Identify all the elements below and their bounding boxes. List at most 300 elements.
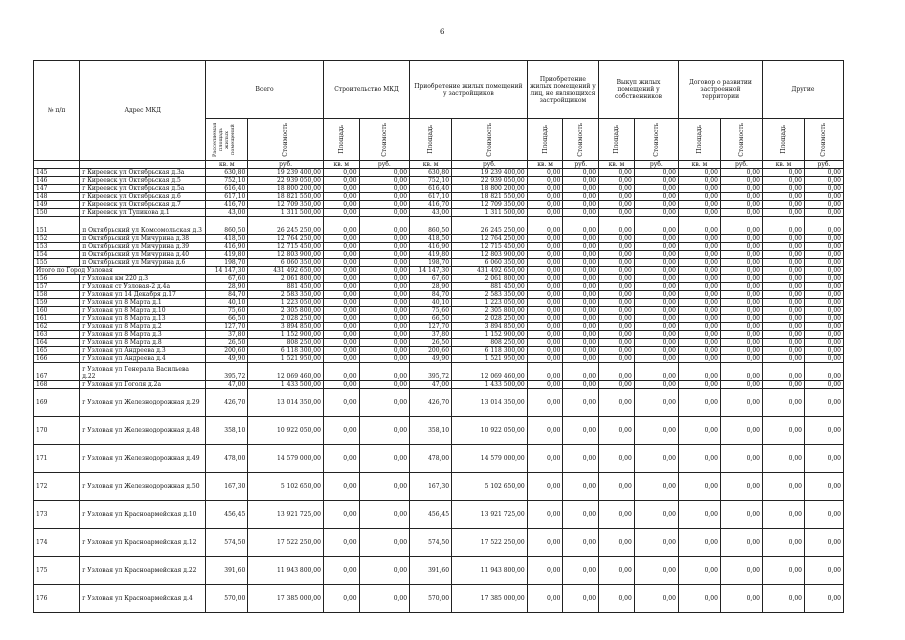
row-address: г Узловая км 220 д.3 bbox=[80, 275, 206, 283]
row-value: 1 152 900,00 bbox=[452, 331, 528, 339]
table-row bbox=[34, 275, 844, 283]
table-row bbox=[34, 445, 844, 473]
row-value: 22 939 050,00 bbox=[248, 177, 324, 185]
row-value: 0,00 bbox=[762, 243, 804, 251]
row-value: 0,00 bbox=[359, 193, 409, 201]
row-value: 0,00 bbox=[634, 201, 678, 209]
row-value: 26 245 250,00 bbox=[452, 217, 528, 235]
row-value: 0,00 bbox=[762, 323, 804, 331]
row-value: 0,00 bbox=[359, 339, 409, 347]
row-value: 0,00 bbox=[634, 363, 678, 381]
row-value: 0,00 bbox=[527, 185, 563, 193]
row-value: 0,00 bbox=[599, 347, 635, 355]
row-value: 0,00 bbox=[527, 473, 563, 501]
row-value: 0,00 bbox=[678, 331, 720, 339]
row-value: 0,00 bbox=[678, 473, 720, 501]
row-value: 0,00 bbox=[359, 331, 409, 339]
header-sub-area: Площадь bbox=[337, 125, 345, 154]
row-value: 0,00 bbox=[563, 445, 599, 473]
row-number: 172 bbox=[34, 473, 80, 501]
row-value: 127,70 bbox=[410, 323, 452, 331]
row-value: 18 821 550,00 bbox=[452, 193, 528, 201]
table-row bbox=[34, 355, 844, 363]
row-value: 416,90 bbox=[410, 243, 452, 251]
table-row bbox=[34, 169, 844, 177]
row-value: 13 014 350,00 bbox=[248, 389, 324, 417]
row-value: 0,00 bbox=[599, 291, 635, 299]
row-value: 10 922 050,00 bbox=[248, 417, 324, 445]
row-value: 0,00 bbox=[563, 235, 599, 243]
row-value: 19 239 400,00 bbox=[452, 169, 528, 177]
row-value: 0,00 bbox=[678, 177, 720, 185]
row-number: 159 bbox=[34, 299, 80, 307]
row-value: 37,80 bbox=[206, 331, 248, 339]
row-value: 0,00 bbox=[678, 389, 720, 417]
header-sub-cost: Стоимость bbox=[282, 122, 290, 157]
row-value: 0,00 bbox=[634, 177, 678, 185]
row-value: 0,00 bbox=[804, 445, 843, 473]
row-value: 0,00 bbox=[527, 291, 563, 299]
row-value: 0,00 bbox=[323, 251, 359, 259]
row-address: г Узловая ст Узловая-2 д.4а bbox=[80, 283, 206, 291]
row-number: 168 bbox=[34, 381, 80, 389]
row-value: 11 943 800,00 bbox=[248, 557, 324, 585]
row-value: 0,00 bbox=[359, 585, 409, 613]
row-address: г Узловая ул Красноармейская д.10 bbox=[80, 501, 206, 529]
unit-cell: кв. м bbox=[527, 161, 563, 169]
row-address: г Узловая ул Андреева д.3 bbox=[80, 347, 206, 355]
row-value: 0,00 bbox=[720, 235, 762, 243]
table-row bbox=[34, 529, 844, 557]
row-value: 0,00 bbox=[563, 389, 599, 417]
row-value: 0,00 bbox=[762, 363, 804, 381]
row-value: 0,00 bbox=[527, 331, 563, 339]
row-value: 12 764 250,00 bbox=[248, 235, 324, 243]
table-row bbox=[34, 217, 844, 235]
row-value: 0,00 bbox=[762, 331, 804, 339]
row-value: 0,00 bbox=[563, 251, 599, 259]
row-value: 0,00 bbox=[720, 445, 762, 473]
row-value: 0,00 bbox=[563, 275, 599, 283]
row-value: 0,00 bbox=[762, 417, 804, 445]
row-value: 0,00 bbox=[720, 299, 762, 307]
row-value: 0,00 bbox=[599, 193, 635, 201]
row-value: 12 069 460,00 bbox=[452, 363, 528, 381]
row-number: 162 bbox=[34, 323, 80, 331]
row-value: 66,50 bbox=[206, 315, 248, 323]
row-value: 0,00 bbox=[762, 259, 804, 267]
table-row bbox=[34, 315, 844, 323]
row-value: 0,00 bbox=[323, 315, 359, 323]
row-value: 0,00 bbox=[678, 275, 720, 283]
row-value: 617,10 bbox=[410, 193, 452, 201]
row-value: 0,00 bbox=[804, 291, 843, 299]
row-value: 0,00 bbox=[323, 275, 359, 283]
row-address: г Киреевск ул Октябрьская д.6 bbox=[80, 193, 206, 201]
row-value: 0,00 bbox=[634, 355, 678, 363]
row-value: 0,00 bbox=[359, 177, 409, 185]
row-value: 0,00 bbox=[678, 381, 720, 389]
row-value: 0,00 bbox=[804, 299, 843, 307]
row-value: 0,00 bbox=[720, 323, 762, 331]
row-value: 0,00 bbox=[527, 243, 563, 251]
header-sub-cost: Стоимость bbox=[737, 122, 745, 157]
row-address: г Узловая ул 8 Марта д.2 bbox=[80, 323, 206, 331]
row-value: 0,00 bbox=[599, 283, 635, 291]
row-value: 0,00 bbox=[563, 307, 599, 315]
header-group-non-developer: Приобретение жилых помещений у лиц, не являющихся застройщиком bbox=[527, 61, 598, 119]
row-address: г Киреевск ул Октябрьская д.3а bbox=[80, 169, 206, 177]
row-value: 419,80 bbox=[206, 251, 248, 259]
table-row bbox=[34, 347, 844, 355]
row-value: 0,00 bbox=[804, 315, 843, 323]
row-value: 0,00 bbox=[599, 275, 635, 283]
row-value: 200,60 bbox=[206, 347, 248, 355]
row-value: 0,00 bbox=[634, 307, 678, 315]
row-value: 0,00 bbox=[634, 193, 678, 201]
row-value: 0,00 bbox=[527, 193, 563, 201]
row-value: 0,00 bbox=[323, 585, 359, 613]
row-value: 0,00 bbox=[678, 529, 720, 557]
row-value: 0,00 bbox=[323, 473, 359, 501]
row-value: 0,00 bbox=[720, 557, 762, 585]
row-number: 169 bbox=[34, 389, 80, 417]
row-value: 0,00 bbox=[563, 381, 599, 389]
row-value: 0,00 bbox=[634, 267, 678, 275]
row-address: п Октябрьский ул Мичурина д.6 bbox=[80, 259, 206, 267]
row-value: 0,00 bbox=[720, 315, 762, 323]
table-body bbox=[34, 169, 844, 613]
header-group-other: Другие bbox=[762, 61, 843, 119]
row-address: г Узловая ул Железнодорожная д.29 bbox=[80, 389, 206, 417]
row-value: 0,00 bbox=[678, 417, 720, 445]
row-value: 0,00 bbox=[804, 389, 843, 417]
row-value: 0,00 bbox=[527, 389, 563, 417]
row-number: 149 bbox=[34, 201, 80, 209]
row-value: 0,00 bbox=[678, 299, 720, 307]
row-value: 75,60 bbox=[410, 307, 452, 315]
row-value: 0,00 bbox=[678, 251, 720, 259]
row-value: 0,00 bbox=[634, 445, 678, 473]
row-value: 2 028 250,00 bbox=[452, 315, 528, 323]
row-value: 0,00 bbox=[359, 243, 409, 251]
row-number: 171 bbox=[34, 445, 80, 473]
unit-cell: кв. м bbox=[678, 161, 720, 169]
row-value: 0,00 bbox=[804, 259, 843, 267]
header-sub-area: Площадь bbox=[427, 125, 435, 154]
row-number: 151 bbox=[34, 217, 80, 235]
row-value: 0,00 bbox=[678, 557, 720, 585]
header-num: № п/п bbox=[34, 61, 80, 161]
row-value: 37,80 bbox=[410, 331, 452, 339]
row-value: 416,70 bbox=[206, 201, 248, 209]
header-group-buyout: Выкуп жилых помещений у собственников bbox=[599, 61, 679, 119]
row-value: 630,80 bbox=[410, 169, 452, 177]
row-value: 0,00 bbox=[323, 299, 359, 307]
row-value: 616,40 bbox=[206, 185, 248, 193]
resettlement-table bbox=[33, 60, 844, 613]
row-value: 0,00 bbox=[323, 201, 359, 209]
row-value: 0,00 bbox=[804, 307, 843, 315]
row-value: 0,00 bbox=[359, 417, 409, 445]
row-value: 0,00 bbox=[323, 323, 359, 331]
row-value: 0,00 bbox=[323, 177, 359, 185]
row-value: 0,00 bbox=[599, 557, 635, 585]
row-value: 67,60 bbox=[206, 275, 248, 283]
row-value: 0,00 bbox=[359, 473, 409, 501]
row-value: 0,00 bbox=[720, 169, 762, 177]
row-value: 0,00 bbox=[678, 291, 720, 299]
row-value: 0,00 bbox=[720, 275, 762, 283]
row-value: 0,00 bbox=[804, 177, 843, 185]
header-group-development-contract: Договор о развитии застроенной территории bbox=[678, 61, 762, 119]
row-value: 0,00 bbox=[804, 331, 843, 339]
row-value: 616,40 bbox=[410, 185, 452, 193]
row-value: 0,00 bbox=[634, 217, 678, 235]
row-value: 40,10 bbox=[410, 299, 452, 307]
row-value: 0,00 bbox=[762, 355, 804, 363]
row-value: 0,00 bbox=[634, 323, 678, 331]
row-value: 0,00 bbox=[720, 501, 762, 529]
table-row bbox=[34, 501, 844, 529]
row-value: 40,10 bbox=[206, 299, 248, 307]
row-value: 478,00 bbox=[410, 445, 452, 473]
unit-cell: руб. bbox=[720, 161, 762, 169]
row-address: г Узловая ул Железнодорожная д.49 bbox=[80, 445, 206, 473]
row-value: 0,00 bbox=[563, 355, 599, 363]
row-value: 0,00 bbox=[359, 275, 409, 283]
row-value: 0,00 bbox=[527, 267, 563, 275]
row-value: 1 521 950,00 bbox=[248, 355, 324, 363]
row-value: 0,00 bbox=[634, 275, 678, 283]
row-value: 0,00 bbox=[678, 201, 720, 209]
unit-cell: кв. м bbox=[599, 161, 635, 169]
row-value: 12 803 900,00 bbox=[248, 251, 324, 259]
unit-cell: кв. м bbox=[323, 161, 359, 169]
row-value: 0,00 bbox=[762, 339, 804, 347]
table-row bbox=[34, 235, 844, 243]
row-address: г Узловая ул 8 Марта д.10 bbox=[80, 307, 206, 315]
row-value: 0,00 bbox=[804, 235, 843, 243]
row-value: 0,00 bbox=[359, 315, 409, 323]
row-number: 153 bbox=[34, 243, 80, 251]
row-value: 358,10 bbox=[410, 417, 452, 445]
row-address: п Октябрьский ул Мичурина д.40 bbox=[80, 251, 206, 259]
row-value: 0,00 bbox=[359, 389, 409, 417]
row-value: 0,00 bbox=[678, 445, 720, 473]
resettlement-table-sheet bbox=[33, 60, 844, 613]
row-number: 161 bbox=[34, 315, 80, 323]
row-value: 0,00 bbox=[678, 347, 720, 355]
row-number: 156 bbox=[34, 275, 80, 283]
row-value: 0,00 bbox=[563, 339, 599, 347]
row-value: 0,00 bbox=[563, 201, 599, 209]
row-address: г Киреевск ул Октябрьская д.5 bbox=[80, 177, 206, 185]
row-value: 49,90 bbox=[206, 355, 248, 363]
header-sub-total-area: Расселяемая площадь жилых помещений bbox=[211, 122, 236, 157]
row-value: 1 311 500,00 bbox=[452, 209, 528, 217]
row-value: 0,00 bbox=[563, 473, 599, 501]
row-value: 0,00 bbox=[634, 283, 678, 291]
row-value: 630,80 bbox=[206, 169, 248, 177]
row-number: 146 bbox=[34, 177, 80, 185]
row-number: 165 bbox=[34, 347, 80, 355]
table-row-total bbox=[34, 267, 844, 275]
row-value: 0,00 bbox=[323, 389, 359, 417]
row-value: 0,00 bbox=[323, 331, 359, 339]
row-value: 808 250,00 bbox=[452, 339, 528, 347]
row-value: 0,00 bbox=[599, 417, 635, 445]
row-value: 22 939 050,00 bbox=[452, 177, 528, 185]
table-row bbox=[34, 381, 844, 389]
row-value: 881 450,00 bbox=[452, 283, 528, 291]
row-value: 0,00 bbox=[563, 363, 599, 381]
row-value: 0,00 bbox=[678, 355, 720, 363]
row-value: 0,00 bbox=[634, 339, 678, 347]
row-number: 147 bbox=[34, 185, 80, 193]
row-value: 0,00 bbox=[527, 235, 563, 243]
row-value: 0,00 bbox=[323, 347, 359, 355]
row-value: 0,00 bbox=[634, 557, 678, 585]
unit-cell: руб. bbox=[563, 161, 599, 169]
row-value: 0,00 bbox=[634, 501, 678, 529]
row-value: 0,00 bbox=[720, 291, 762, 299]
row-value: 0,00 bbox=[762, 473, 804, 501]
table-row bbox=[34, 323, 844, 331]
row-value: 0,00 bbox=[599, 323, 635, 331]
row-value: 0,00 bbox=[563, 347, 599, 355]
row-value: 391,60 bbox=[206, 557, 248, 585]
row-value: 0,00 bbox=[323, 363, 359, 381]
row-value: 28,90 bbox=[206, 283, 248, 291]
row-value: 0,00 bbox=[563, 417, 599, 445]
row-value: 0,00 bbox=[563, 283, 599, 291]
row-value: 3 894 850,00 bbox=[248, 323, 324, 331]
header-sub-area: Площадь bbox=[779, 125, 787, 154]
row-number: 148 bbox=[34, 193, 80, 201]
row-value: 26,50 bbox=[410, 339, 452, 347]
row-value: 0,00 bbox=[762, 529, 804, 557]
header-row-groups bbox=[34, 61, 844, 119]
row-value: 0,00 bbox=[359, 169, 409, 177]
row-value: 2 305 800,00 bbox=[452, 307, 528, 315]
row-value: 13 921 725,00 bbox=[452, 501, 528, 529]
row-value: 0,00 bbox=[323, 259, 359, 267]
unit-cell: руб. bbox=[248, 161, 324, 169]
row-value: 47,00 bbox=[206, 381, 248, 389]
row-address: г Узловая ул 8 Марта д.3 bbox=[80, 331, 206, 339]
row-value: 0,00 bbox=[599, 169, 635, 177]
row-value: 0,00 bbox=[599, 209, 635, 217]
row-value: 0,00 bbox=[634, 291, 678, 299]
row-value: 0,00 bbox=[599, 243, 635, 251]
row-value: 0,00 bbox=[762, 267, 804, 275]
row-number: 157 bbox=[34, 283, 80, 291]
row-value: 2 061 800,00 bbox=[248, 275, 324, 283]
row-value: 0,00 bbox=[634, 347, 678, 355]
row-value: 0,00 bbox=[678, 585, 720, 613]
row-address: г Узловая ул Красноармейская д.12 bbox=[80, 529, 206, 557]
row-value: 13 921 725,00 bbox=[248, 501, 324, 529]
row-value: 198,70 bbox=[410, 259, 452, 267]
row-value: 808 250,00 bbox=[248, 339, 324, 347]
total-label: Итого по Город Узловая bbox=[34, 267, 206, 275]
row-value: 0,00 bbox=[634, 243, 678, 251]
row-value: 0,00 bbox=[323, 417, 359, 445]
row-value: 0,00 bbox=[678, 283, 720, 291]
row-value: 10 922 050,00 bbox=[452, 417, 528, 445]
row-value: 0,00 bbox=[762, 201, 804, 209]
row-value: 0,00 bbox=[563, 331, 599, 339]
table-row bbox=[34, 177, 844, 185]
row-value: 0,00 bbox=[599, 251, 635, 259]
table-row bbox=[34, 389, 844, 417]
row-value: 0,00 bbox=[563, 259, 599, 267]
header-sub-area: Площадь bbox=[695, 125, 703, 154]
unit-cell: кв. м bbox=[410, 161, 452, 169]
header-address: Адрес МКД bbox=[80, 61, 206, 161]
row-value: 0,00 bbox=[762, 557, 804, 585]
row-value: 0,00 bbox=[323, 169, 359, 177]
row-address: г Узловая ул 8 Марта д.1 bbox=[80, 299, 206, 307]
row-value: 0,00 bbox=[678, 363, 720, 381]
row-value: 0,00 bbox=[323, 291, 359, 299]
row-value: 0,00 bbox=[359, 267, 409, 275]
row-value: 0,00 bbox=[323, 243, 359, 251]
row-value: 0,00 bbox=[804, 363, 843, 381]
table-row bbox=[34, 209, 844, 217]
row-value: 574,50 bbox=[410, 529, 452, 557]
row-value: 0,00 bbox=[634, 381, 678, 389]
row-value: 570,00 bbox=[206, 585, 248, 613]
row-address: г Киреевск ул Октябрьская д.7 bbox=[80, 201, 206, 209]
table-row bbox=[34, 331, 844, 339]
row-value: 0,00 bbox=[359, 235, 409, 243]
row-value: 12 709 350,00 bbox=[452, 201, 528, 209]
row-value: 0,00 bbox=[527, 585, 563, 613]
row-value: 0,00 bbox=[563, 291, 599, 299]
row-value: 0,00 bbox=[359, 347, 409, 355]
row-value: 0,00 bbox=[678, 235, 720, 243]
row-value: 0,00 bbox=[634, 235, 678, 243]
row-value: 0,00 bbox=[762, 445, 804, 473]
row-value: 0,00 bbox=[804, 169, 843, 177]
row-value: 17 385 000,00 bbox=[248, 585, 324, 613]
unit-cell: руб. bbox=[634, 161, 678, 169]
table-row bbox=[34, 417, 844, 445]
row-value: 0,00 bbox=[762, 209, 804, 217]
row-value: 0,00 bbox=[323, 283, 359, 291]
row-value: 0,00 bbox=[804, 347, 843, 355]
row-number: 158 bbox=[34, 291, 80, 299]
row-value: 0,00 bbox=[720, 307, 762, 315]
row-value: 0,00 bbox=[804, 185, 843, 193]
row-value: 0,00 bbox=[720, 389, 762, 417]
row-value: 0,00 bbox=[527, 363, 563, 381]
row-value: 0,00 bbox=[563, 185, 599, 193]
row-value: 881 450,00 bbox=[248, 283, 324, 291]
row-value: 0,00 bbox=[599, 259, 635, 267]
header-sub-cost: Стоимость bbox=[380, 122, 388, 157]
row-value: 617,10 bbox=[206, 193, 248, 201]
row-value: 0,00 bbox=[599, 299, 635, 307]
row-address: г Узловая ул 14 Декабря д.17 bbox=[80, 291, 206, 299]
row-value: 0,00 bbox=[323, 501, 359, 529]
row-value: 0,00 bbox=[678, 267, 720, 275]
row-value: 0,00 bbox=[762, 307, 804, 315]
row-value: 0,00 bbox=[323, 339, 359, 347]
row-value: 0,00 bbox=[720, 185, 762, 193]
